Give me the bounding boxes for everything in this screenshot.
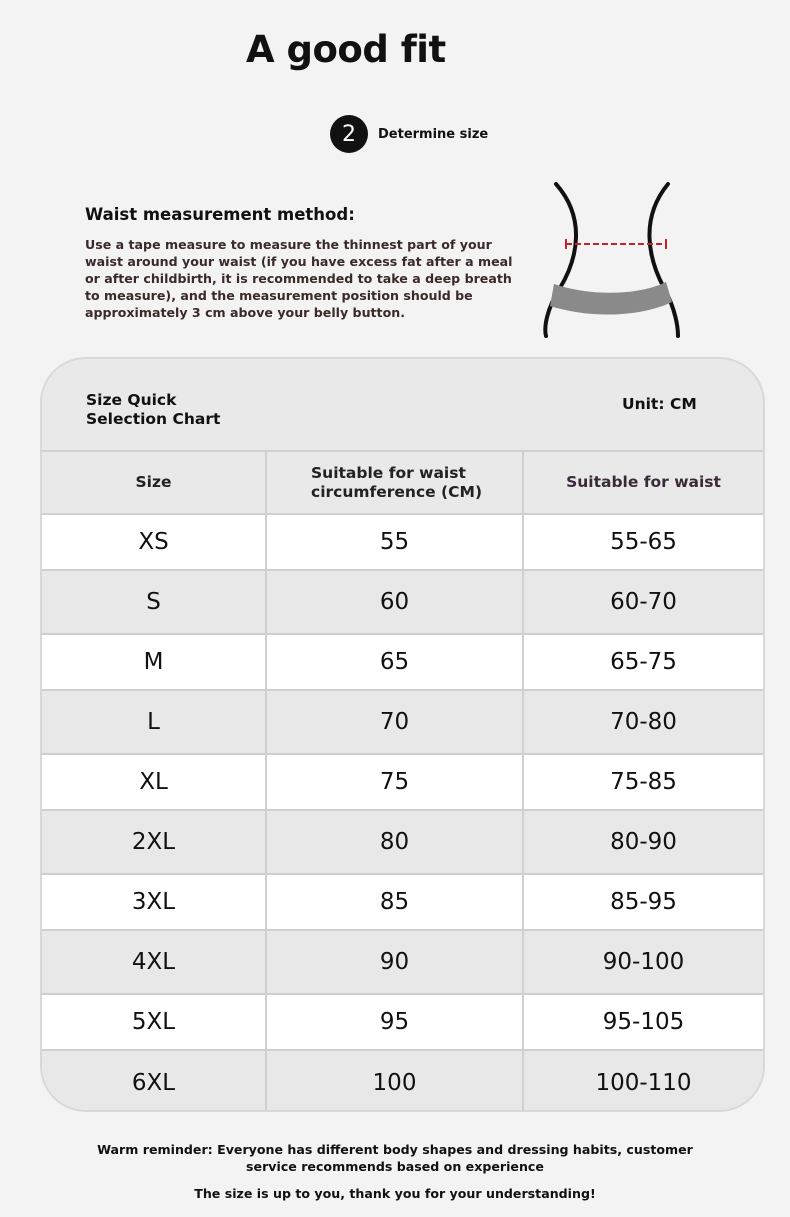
method-description: Use a tape measure to measure the thinnest part of your waist around your waist (if you have excess fat after a meal or after childbirth, it is recommended to take a deep breath to measure), and the measurement position should be approximately 3 cm above your belly button. bbox=[85, 237, 513, 320]
size-cell: L bbox=[42, 690, 266, 754]
size-cell: 3XL bbox=[42, 874, 266, 930]
size-cell: 2XL bbox=[42, 810, 266, 874]
thanks-note: The size is up to you, thank you for your understanding! bbox=[194, 1186, 596, 1201]
table-row bbox=[42, 514, 763, 570]
waist-cell: 95 bbox=[266, 994, 523, 1050]
waist-cell: 75 bbox=[266, 754, 523, 810]
table-row bbox=[42, 874, 763, 930]
size-cell: S bbox=[42, 570, 266, 634]
table-row bbox=[42, 754, 763, 810]
size-cell: XS bbox=[42, 514, 266, 570]
waist-cell: 60 bbox=[266, 570, 523, 634]
range-cell: 70-80 bbox=[523, 690, 763, 754]
size-chart-title bbox=[86, 391, 220, 429]
body-outline-left bbox=[545, 184, 576, 336]
step-number-badge: 2 bbox=[330, 115, 368, 153]
waist-cell: 80 bbox=[266, 810, 523, 874]
table-row bbox=[42, 690, 763, 754]
size-cell: 5XL bbox=[42, 994, 266, 1050]
table-header-row bbox=[42, 452, 763, 514]
range-cell: 60-70 bbox=[523, 570, 763, 634]
range-cell: 90-100 bbox=[523, 930, 763, 994]
size-chart-card bbox=[40, 357, 765, 1112]
size-cell: 4XL bbox=[42, 930, 266, 994]
size-cell: M bbox=[42, 634, 266, 690]
size-chart-title-line1: Size Quick bbox=[86, 391, 177, 409]
size-table bbox=[42, 452, 763, 1112]
waist-cell: 65 bbox=[266, 634, 523, 690]
warm-reminder-line1: Warm reminder: Everyone has different body shapes and dressing habits, customer bbox=[97, 1142, 693, 1157]
size-chart-header bbox=[42, 359, 763, 452]
waist-cell: 90 bbox=[266, 930, 523, 994]
size-chart-title-line2: Selection Chart bbox=[86, 410, 221, 428]
range-cell: 55-65 bbox=[523, 514, 763, 570]
table-row bbox=[42, 570, 763, 634]
size-cell: 6XL bbox=[42, 1050, 266, 1112]
table-row bbox=[42, 810, 763, 874]
table-row bbox=[42, 930, 763, 994]
size-cell: XL bbox=[42, 754, 266, 810]
column-header-size: Size bbox=[42, 452, 266, 514]
waist-illustration bbox=[538, 178, 688, 340]
method-title: Waist measurement method: bbox=[85, 205, 355, 224]
range-cell: 100-110 bbox=[523, 1050, 763, 1112]
table-row bbox=[42, 1050, 763, 1112]
column-header-range: Suitable for waist bbox=[523, 452, 763, 514]
table-row bbox=[42, 994, 763, 1050]
waist-cell: 70 bbox=[266, 690, 523, 754]
range-cell: 85-95 bbox=[523, 874, 763, 930]
unit-label: Unit: CM bbox=[622, 395, 697, 413]
page-title: A good fit bbox=[246, 28, 446, 71]
belt-shape bbox=[550, 282, 672, 315]
waist-cell: 55 bbox=[266, 514, 523, 570]
table-row bbox=[42, 634, 763, 690]
range-cell: 65-75 bbox=[523, 634, 763, 690]
warm-reminder-line2: service recommends based on experience bbox=[246, 1159, 544, 1174]
step-indicator bbox=[330, 115, 488, 153]
waist-cell: 85 bbox=[266, 874, 523, 930]
range-cell: 80-90 bbox=[523, 810, 763, 874]
step-label: Determine size bbox=[378, 126, 489, 142]
warm-reminder bbox=[0, 1141, 790, 1175]
column-header-waist: Suitable for waist circumference (CM) bbox=[266, 452, 523, 514]
range-cell: 95-105 bbox=[523, 994, 763, 1050]
range-cell: 75-85 bbox=[523, 754, 763, 810]
waist-cell: 100 bbox=[266, 1050, 523, 1112]
body-outline-right bbox=[649, 184, 678, 336]
